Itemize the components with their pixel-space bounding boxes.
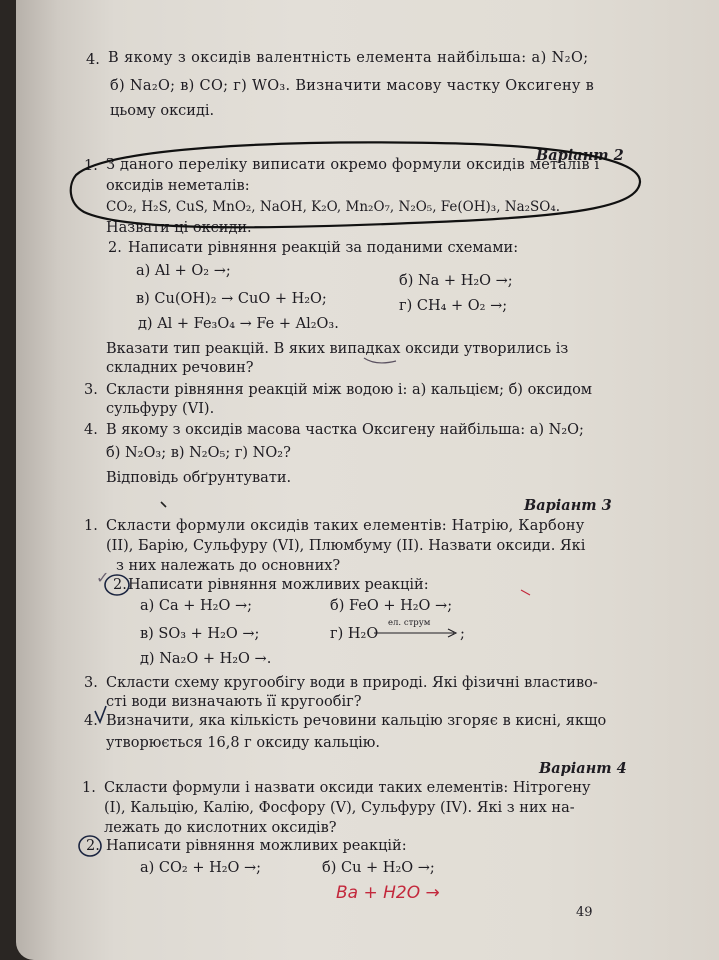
- equation: д) Al + Fe₃O₄ → Fe + Al₂O₃.: [138, 316, 339, 332]
- equation: б) Na + H₂O →;: [399, 273, 513, 289]
- question-text: Відповідь обґрунтувати.: [106, 470, 292, 486]
- question-number: 1.: [82, 780, 96, 796]
- question-text: Скласти формули і назвати оксиди таких елементів: Нітрогену: [104, 780, 591, 796]
- equation: а) Al + O₂ →;: [136, 263, 231, 279]
- handwritten-note: Ba + H2O →: [336, 883, 440, 903]
- question-number: 3.: [84, 675, 98, 691]
- red-pen-mark-icon: [521, 590, 530, 595]
- equation: ;: [460, 626, 465, 642]
- equation: а) Ca + H₂O →;: [140, 598, 253, 614]
- book-page: [16, 0, 719, 960]
- question-number: 2.: [86, 838, 100, 854]
- question-text: Написати рівняння можливих реакцій:: [128, 577, 429, 593]
- variant-heading: Варіант 4: [539, 760, 627, 777]
- question-text: Вказати тип реакцій. В яких випадках оксиди утворились із: [106, 341, 569, 357]
- question-number: 4.: [84, 422, 98, 438]
- question-text: (II), Барію, Сульфуру (VI), Плюмбуму (II). Назвати оксиди. Які: [106, 538, 586, 554]
- pencil-tick-icon: [364, 358, 396, 363]
- equation: в) Cu(OH)₂ → CuO + H₂O;: [136, 291, 327, 307]
- question-text: Назвати ці оксиди.: [106, 220, 252, 236]
- page-number: 49: [576, 905, 593, 920]
- question-text: (I), Кальцію, Калію, Фосфору (V), Сульфуру (IV). Які з них на-: [104, 800, 575, 816]
- equation: б) FeO + H₂O →;: [330, 598, 453, 614]
- question-text: В якому з оксидів валентність елемента найбільша: а) N₂O;: [108, 50, 589, 66]
- question-text: цьому оксиді.: [110, 103, 215, 119]
- question-number: 1.: [84, 158, 98, 174]
- question-text: З даного переліку виписати окремо формули оксидів металів і: [106, 157, 600, 173]
- question-text: б) Na₂O; в) CO; г) WO₃. Визначити масову частку Оксигену в: [110, 78, 595, 94]
- question-number: 4.: [84, 713, 98, 729]
- equation: г) H₂O: [330, 626, 379, 642]
- pencil-check-icon: ✓: [96, 568, 110, 587]
- arrow-label: ел. струм: [388, 618, 431, 628]
- question-text: Визначити, яка кількість речовини кальцію згоряє в кисні, якщо: [106, 713, 607, 729]
- question-text: сульфуру (VI).: [106, 401, 215, 417]
- question-number: 1.: [84, 518, 98, 534]
- equation: а) CO₂ + H₂O →;: [140, 860, 262, 876]
- question-text: з них належать до основних?: [116, 558, 341, 574]
- question-text: утворюється 16,8 г оксиду кальцію.: [106, 735, 381, 751]
- question-text: Скласти схему кругообігу води в природі. Які фізичні властиво-: [106, 675, 598, 691]
- question-text: оксидів неметалів:: [106, 178, 250, 194]
- question-text: В якому з оксидів масова частка Оксигену найбільша: а) N₂O;: [106, 422, 584, 438]
- question-text: сті води визначають її кругообіг?: [106, 694, 362, 710]
- equation: д) Na₂O + H₂O →.: [140, 651, 272, 667]
- variant-heading: Варіант 3: [524, 497, 612, 514]
- formula-list: CO₂, H₂S, CuS, MnO₂, NaOH, K₂O, Mn₂O₇, N₂O₅, Fe(OH)₃, Na₂SO₄.: [106, 199, 561, 215]
- arrowhead-icon: [448, 629, 456, 637]
- question-text: Скласти рівняння реакцій між водою і: а) кальцієм; б) оксидом: [106, 382, 593, 398]
- equation: б) Cu + H₂O →;: [322, 860, 435, 876]
- equation: в) SO₃ + H₂O →;: [140, 626, 260, 642]
- question-text: Написати рівняння реакцій за поданими схемами:: [128, 240, 519, 256]
- question-number: 4.: [86, 52, 100, 68]
- question-text: Написати рівняння можливих реакцій:: [106, 838, 407, 854]
- question-number: 2.: [108, 240, 122, 256]
- equation: г) CH₄ + O₂ →;: [399, 298, 508, 314]
- variant-heading: Варіант 2: [536, 147, 624, 164]
- question-number: 3.: [84, 382, 98, 398]
- question-number: 2.: [113, 577, 127, 593]
- pencil-mark-icon: [161, 502, 166, 507]
- question-text: Скласти формули оксидів таких елементів: Натрію, Карбону: [106, 518, 585, 534]
- question-text: лежать до кислотних оксидів?: [104, 820, 337, 836]
- question-text: складних речовин?: [106, 360, 254, 376]
- question-text: б) N₂O₃; в) N₂O₅; г) NO₂?: [106, 445, 291, 461]
